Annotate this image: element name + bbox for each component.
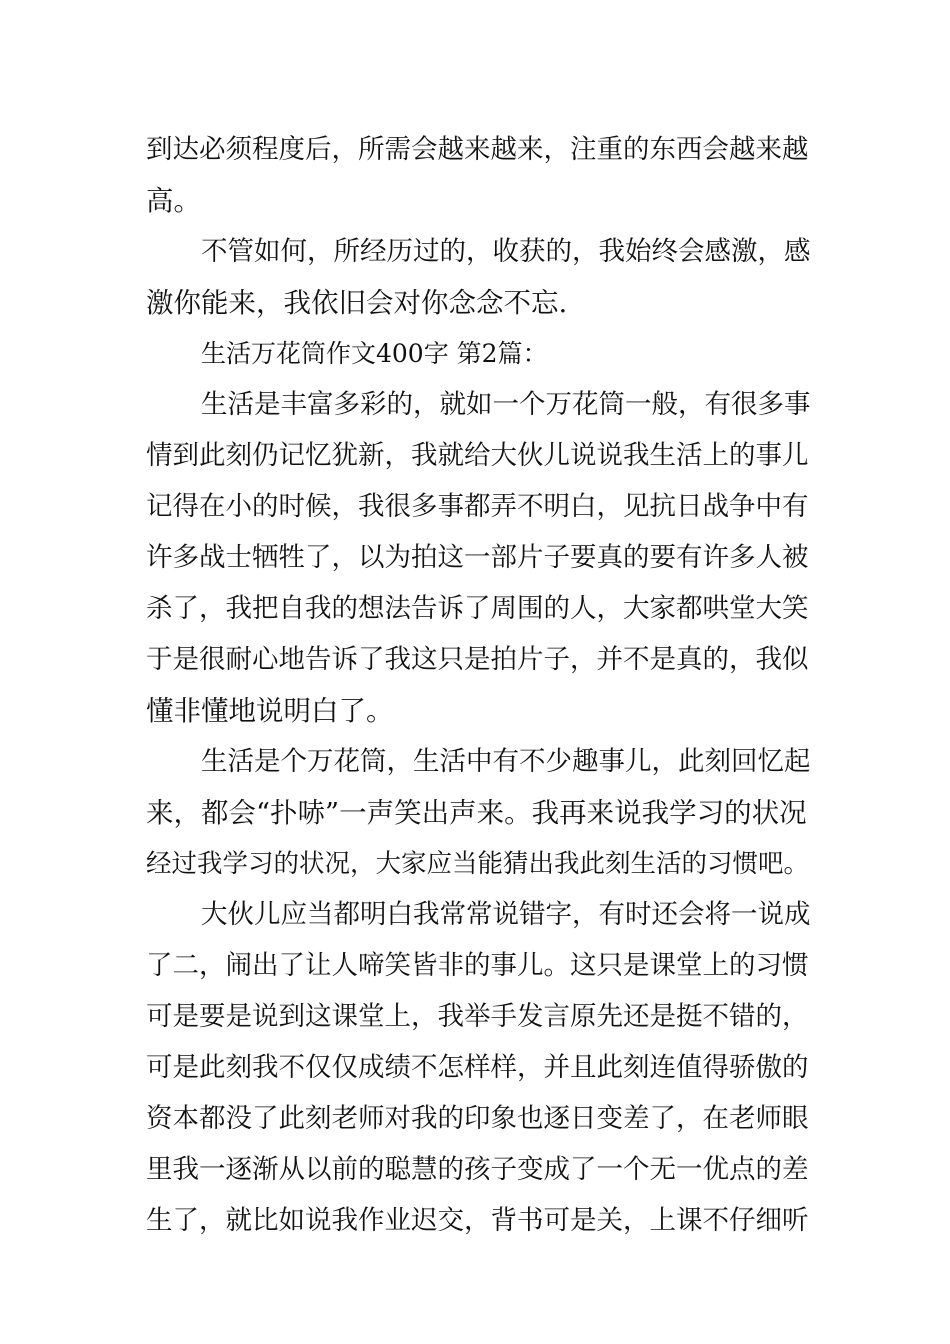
text-line-17: 了二，闹出了让人啼笑皆非的事儿。这只是课堂上的习惯 — [146, 950, 809, 981]
text-line-12: 懂非懂地说明白了。 — [146, 695, 394, 727]
section-heading: 生活万花筒作文400字 第2篇： — [201, 339, 548, 368]
text-line-21: 里我一逐渐从以前的聪慧的孩子变成了一个无一优点的差 — [146, 1154, 809, 1185]
text-line-6: 生活是丰富多彩的，就如一个万花筒一般，有很多事 — [201, 389, 811, 420]
text-line-1: 到达必须程度后，所需会越来越来，注重的东西会越来越 — [146, 134, 809, 165]
text-line-10: 杀了，我把自我的想法告诉了周围的人，大家都哄堂大笑 — [146, 593, 809, 624]
text-line-2: 高。 — [146, 185, 201, 217]
text-line-7: 情到此刻仍记忆犹新，我就给大伙儿说说我生活上的事儿 — [146, 440, 809, 471]
text-line-8: 记得在小的时候，我很多事都弄不明白，见抗日战争中有 — [146, 491, 809, 522]
text-line-11: 于是很耐心地告诉了我这只是拍片子，并不是真的，我似 — [146, 644, 809, 675]
text-line-19: 可是此刻我不仅仅成绩不怎样样，并且此刻连值得骄傲的 — [146, 1052, 809, 1083]
text-line-16: 大伙儿应当都明白我常常说错字，有时还会将一说成 — [201, 899, 811, 930]
text-line-9: 许多战士牺牲了，以为拍这一部片子要真的要有许多人被 — [146, 542, 809, 573]
text-line-4: 激你能来，我依旧会对你念念不忘. — [146, 287, 568, 319]
text-line-18: 可是要是说到这课堂上，我举手发言原先还是挺不错的， — [146, 1001, 809, 1032]
text-line-3: 不管如何，所经历过的，收获的，我始终会感激，感 — [201, 236, 811, 267]
text-line-15: 经过我学习的状况，大家应当能猜出我此刻生活的习惯吧。 — [146, 849, 810, 879]
text-line-14: 来，都会“扑哧”一声笑出声来。我再来说我学习的状况 — [146, 797, 807, 829]
text-line-20: 资本都没了此刻老师对我的印象也逐日变差了，在老师眼 — [146, 1103, 809, 1134]
text-line-13: 生活是个万花筒，生活中有不少趣事儿，此刻回忆起 — [201, 746, 811, 777]
text-line-22: 生了，就比如说我作业迟交，背书可是关，上课不仔细听 — [146, 1205, 809, 1236]
